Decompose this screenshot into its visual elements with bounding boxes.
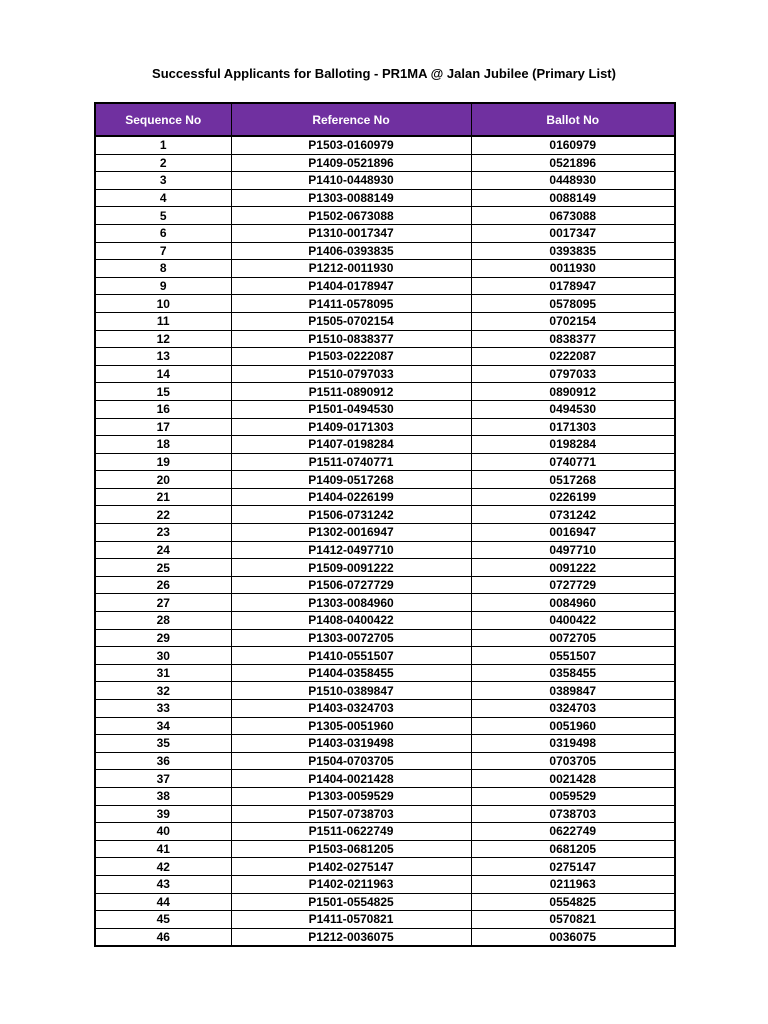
table-row (95, 136, 675, 154)
table-row (95, 664, 675, 682)
table-row (95, 840, 675, 858)
sequence-no-cell: 24 (95, 541, 231, 559)
ballot-no-cell: 0211963 (471, 875, 675, 893)
reference-no-cell: P1511-0622749 (231, 823, 471, 841)
reference-no-cell: P1505-0702154 (231, 312, 471, 330)
reference-no-cell: P1411-0570821 (231, 911, 471, 929)
page-title: Successful Applicants for Balloting - PR1MA @ Jalan Jubilee (Primary List) (152, 66, 616, 81)
table-row (95, 154, 675, 172)
sequence-no-cell: 22 (95, 506, 231, 524)
table-row (95, 576, 675, 594)
table-row (95, 383, 675, 401)
table-row (95, 524, 675, 542)
reference-no-cell: P1503-0222087 (231, 348, 471, 366)
ballot-no-cell: 0319498 (471, 735, 675, 753)
table-row (95, 682, 675, 700)
table-row (95, 594, 675, 612)
table-row (95, 207, 675, 225)
sequence-no-cell: 36 (95, 752, 231, 770)
reference-no-cell: P1402-0211963 (231, 875, 471, 893)
ballot-no-cell: 0740771 (471, 453, 675, 471)
reference-no-cell: P1503-0681205 (231, 840, 471, 858)
sequence-no-cell: 2 (95, 154, 231, 172)
sequence-no-cell: 38 (95, 787, 231, 805)
table-row (95, 893, 675, 911)
sequence-no-cell: 17 (95, 418, 231, 436)
table-row (95, 242, 675, 260)
reference-no-cell: P1506-0727729 (231, 576, 471, 594)
sequence-no-cell: 33 (95, 700, 231, 718)
sequence-no-cell: 39 (95, 805, 231, 823)
reference-no-cell: P1501-0494530 (231, 400, 471, 418)
reference-no-cell: P1407-0198284 (231, 436, 471, 454)
sequence-no-cell: 30 (95, 647, 231, 665)
sequence-no-cell: 41 (95, 840, 231, 858)
sequence-no-cell: 31 (95, 664, 231, 682)
table-row (95, 629, 675, 647)
table-row (95, 928, 675, 946)
ballot-no-cell: 0021428 (471, 770, 675, 788)
table-row (95, 735, 675, 753)
reference-no-cell: P1310-0017347 (231, 224, 471, 242)
reference-no-cell: P1303-0072705 (231, 629, 471, 647)
table-row (95, 436, 675, 454)
reference-no-cell: P1404-0358455 (231, 664, 471, 682)
reference-no-cell: P1510-0389847 (231, 682, 471, 700)
table-row (95, 787, 675, 805)
reference-no-cell: P1411-0578095 (231, 295, 471, 313)
table-row (95, 506, 675, 524)
reference-no-cell: P1502-0673088 (231, 207, 471, 225)
table-row (95, 172, 675, 190)
reference-no-cell: P1403-0319498 (231, 735, 471, 753)
ballot-no-cell: 0673088 (471, 207, 675, 225)
ballot-no-cell: 0016947 (471, 524, 675, 542)
ballot-no-cell: 0198284 (471, 436, 675, 454)
column-header-ballot-no: Ballot No (471, 103, 675, 136)
table-row (95, 418, 675, 436)
reference-no-cell: P1412-0497710 (231, 541, 471, 559)
ballot-no-cell: 0681205 (471, 840, 675, 858)
table-row (95, 541, 675, 559)
sequence-no-cell: 15 (95, 383, 231, 401)
table-row (95, 823, 675, 841)
ballot-no-cell: 0036075 (471, 928, 675, 946)
ballot-no-cell: 0494530 (471, 400, 675, 418)
ballot-no-cell: 0324703 (471, 700, 675, 718)
ballot-no-cell: 0622749 (471, 823, 675, 841)
reference-no-cell: P1406-0393835 (231, 242, 471, 260)
sequence-no-cell: 23 (95, 524, 231, 542)
sequence-no-cell: 13 (95, 348, 231, 366)
ballot-no-cell: 0222087 (471, 348, 675, 366)
ballot-no-cell: 0731242 (471, 506, 675, 524)
table-row (95, 700, 675, 718)
ballot-no-cell: 0011930 (471, 260, 675, 278)
ballot-no-cell: 0400422 (471, 612, 675, 630)
ballot-no-cell: 0091222 (471, 559, 675, 577)
reference-no-cell: P1403-0324703 (231, 700, 471, 718)
ballot-no-cell: 0088149 (471, 189, 675, 207)
reference-no-cell: P1510-0838377 (231, 330, 471, 348)
ballot-no-cell: 0358455 (471, 664, 675, 682)
ballot-no-cell: 0727729 (471, 576, 675, 594)
sequence-no-cell: 20 (95, 471, 231, 489)
sequence-no-cell: 19 (95, 453, 231, 471)
table-row (95, 647, 675, 665)
reference-no-cell: P1212-0036075 (231, 928, 471, 946)
reference-no-cell: P1409-0521896 (231, 154, 471, 172)
ballot-no-cell: 0570821 (471, 911, 675, 929)
table-row (95, 189, 675, 207)
reference-no-cell: P1507-0738703 (231, 805, 471, 823)
ballot-no-cell: 0551507 (471, 647, 675, 665)
sequence-no-cell: 12 (95, 330, 231, 348)
column-header-reference-no: Reference No (231, 103, 471, 136)
sequence-no-cell: 42 (95, 858, 231, 876)
table-row (95, 453, 675, 471)
reference-no-cell: P1404-0226199 (231, 488, 471, 506)
reference-no-cell: P1408-0400422 (231, 612, 471, 630)
reference-no-cell: P1511-0740771 (231, 453, 471, 471)
reference-no-cell: P1402-0275147 (231, 858, 471, 876)
sequence-no-cell: 27 (95, 594, 231, 612)
reference-no-cell: P1410-0551507 (231, 647, 471, 665)
table-row (95, 559, 675, 577)
reference-no-cell: P1409-0517268 (231, 471, 471, 489)
ballot-no-cell: 0703705 (471, 752, 675, 770)
sequence-no-cell: 43 (95, 875, 231, 893)
reference-no-cell: P1302-0016947 (231, 524, 471, 542)
sequence-no-cell: 35 (95, 735, 231, 753)
reference-no-cell: P1212-0011930 (231, 260, 471, 278)
ballot-no-cell: 0389847 (471, 682, 675, 700)
sequence-no-cell: 45 (95, 911, 231, 929)
reference-no-cell: P1404-0178947 (231, 277, 471, 295)
sequence-no-cell: 1 (95, 136, 231, 154)
table-header-row (95, 103, 675, 136)
table-row (95, 612, 675, 630)
ballot-no-cell: 0226199 (471, 488, 675, 506)
sequence-no-cell: 7 (95, 242, 231, 260)
reference-no-cell: P1303-0059529 (231, 787, 471, 805)
ballot-no-cell: 0084960 (471, 594, 675, 612)
ballot-no-cell: 0797033 (471, 365, 675, 383)
sequence-no-cell: 25 (95, 559, 231, 577)
table-row (95, 471, 675, 489)
table-row (95, 348, 675, 366)
table-row (95, 752, 675, 770)
ballot-no-cell: 0051960 (471, 717, 675, 735)
reference-no-cell: P1506-0731242 (231, 506, 471, 524)
reference-no-cell: P1503-0160979 (231, 136, 471, 154)
ballot-no-cell: 0578095 (471, 295, 675, 313)
column-header-sequence-no: Sequence No (95, 103, 231, 136)
sequence-no-cell: 4 (95, 189, 231, 207)
reference-no-cell: P1509-0091222 (231, 559, 471, 577)
sequence-no-cell: 10 (95, 295, 231, 313)
ballot-no-cell: 0171303 (471, 418, 675, 436)
reference-no-cell: P1303-0084960 (231, 594, 471, 612)
table-row (95, 330, 675, 348)
ballot-no-cell: 0838377 (471, 330, 675, 348)
table-row (95, 858, 675, 876)
reference-no-cell: P1409-0171303 (231, 418, 471, 436)
ballot-no-cell: 0275147 (471, 858, 675, 876)
ballot-no-cell: 0702154 (471, 312, 675, 330)
sequence-no-cell: 37 (95, 770, 231, 788)
reference-no-cell: P1303-0088149 (231, 189, 471, 207)
sequence-no-cell: 34 (95, 717, 231, 735)
sequence-no-cell: 44 (95, 893, 231, 911)
ballot-no-cell: 0738703 (471, 805, 675, 823)
reference-no-cell: P1501-0554825 (231, 893, 471, 911)
sequence-no-cell: 5 (95, 207, 231, 225)
sequence-no-cell: 9 (95, 277, 231, 295)
sequence-no-cell: 11 (95, 312, 231, 330)
reference-no-cell: P1410-0448930 (231, 172, 471, 190)
table-row (95, 224, 675, 242)
sequence-no-cell: 16 (95, 400, 231, 418)
ballot-no-cell: 0017347 (471, 224, 675, 242)
reference-no-cell: P1404-0021428 (231, 770, 471, 788)
table-row (95, 260, 675, 278)
sequence-no-cell: 21 (95, 488, 231, 506)
sequence-no-cell: 14 (95, 365, 231, 383)
sequence-no-cell: 8 (95, 260, 231, 278)
table-row (95, 365, 675, 383)
ballot-no-cell: 0160979 (471, 136, 675, 154)
table-row (95, 312, 675, 330)
applicants-table (94, 102, 676, 947)
table-body (95, 136, 675, 946)
ballot-no-cell: 0072705 (471, 629, 675, 647)
reference-no-cell: P1504-0703705 (231, 752, 471, 770)
ballot-no-cell: 0517268 (471, 471, 675, 489)
table-row (95, 717, 675, 735)
table-row (95, 770, 675, 788)
table-row (95, 805, 675, 823)
reference-no-cell: P1510-0797033 (231, 365, 471, 383)
sequence-no-cell: 18 (95, 436, 231, 454)
table-row (95, 911, 675, 929)
sequence-no-cell: 40 (95, 823, 231, 841)
sequence-no-cell: 29 (95, 629, 231, 647)
ballot-no-cell: 0554825 (471, 893, 675, 911)
reference-no-cell: P1511-0890912 (231, 383, 471, 401)
ballot-no-cell: 0178947 (471, 277, 675, 295)
ballot-no-cell: 0521896 (471, 154, 675, 172)
ballot-no-cell: 0890912 (471, 383, 675, 401)
ballot-no-cell: 0448930 (471, 172, 675, 190)
table-row (95, 400, 675, 418)
sequence-no-cell: 28 (95, 612, 231, 630)
ballot-no-cell: 0059529 (471, 787, 675, 805)
table-row (95, 277, 675, 295)
ballot-no-cell: 0497710 (471, 541, 675, 559)
sequence-no-cell: 3 (95, 172, 231, 190)
table-row (95, 295, 675, 313)
table-row (95, 875, 675, 893)
reference-no-cell: P1305-0051960 (231, 717, 471, 735)
ballot-no-cell: 0393835 (471, 242, 675, 260)
table-row (95, 488, 675, 506)
sequence-no-cell: 6 (95, 224, 231, 242)
sequence-no-cell: 32 (95, 682, 231, 700)
sequence-no-cell: 46 (95, 928, 231, 946)
sequence-no-cell: 26 (95, 576, 231, 594)
